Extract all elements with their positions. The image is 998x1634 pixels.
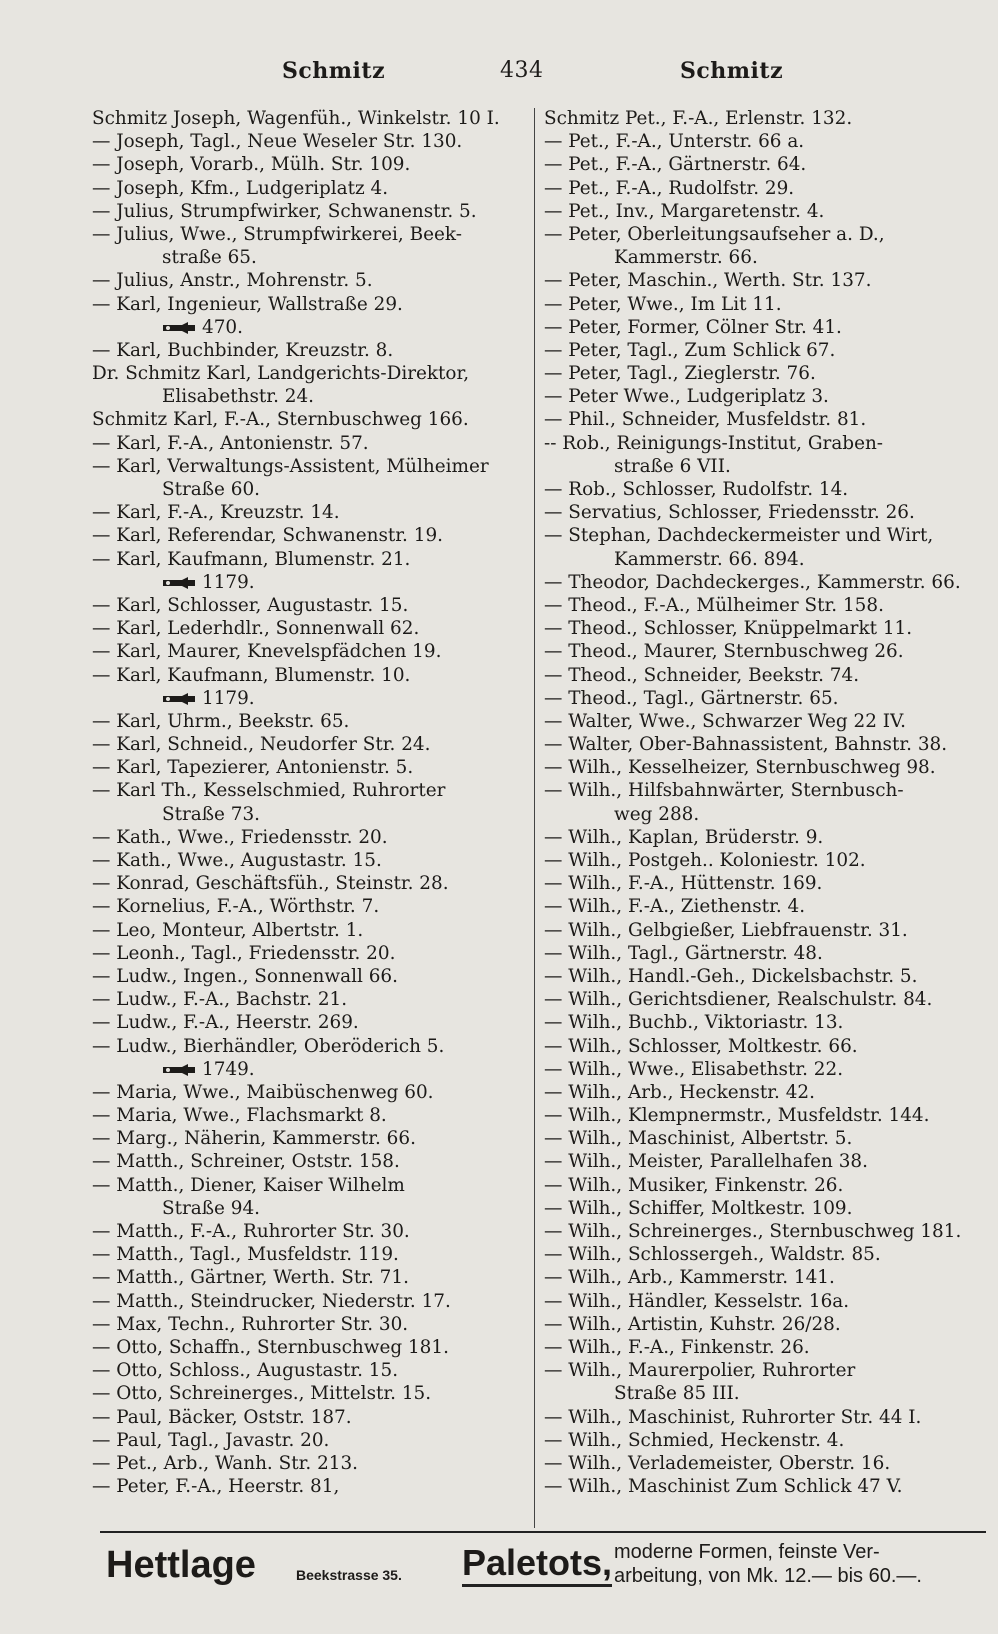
advertisement-rule — [100, 1531, 986, 1533]
entry-text: — Karl, F.-A., Kreuzstr. 14. — [92, 502, 340, 524]
entry-text: — Ludw., F.-A., Bachstr. 21. — [92, 989, 348, 1011]
entry-text: — Ludw., Bierhändler, Oberöderich 5. — [92, 1035, 445, 1057]
entry-text: -- Rob., Reinigungs-Institut, Graben- — [544, 432, 884, 454]
entry-text: — Maria, Wwe., Maibüschenweg 60. — [92, 1081, 434, 1103]
directory-entry — [544, 1127, 984, 1150]
directory-entry — [92, 640, 528, 663]
directory-entry — [92, 548, 528, 571]
entry-text: — Wilh., Maurerpolier, Ruhrorter — [544, 1360, 856, 1382]
directory-entry — [544, 107, 984, 130]
entry-text: — Joseph, Tagl., Neue Weseler Str. 130. — [92, 131, 463, 153]
directory-entry — [92, 1382, 528, 1405]
entry-text: — Peter, Tagl., Zum Schlick 67. — [544, 339, 836, 361]
directory-entry — [92, 1313, 528, 1336]
directory-entry — [92, 408, 528, 431]
directory-entry — [92, 1081, 528, 1104]
entry-text: — Wilh., F.-A., Ziethenstr. 4. — [544, 896, 806, 918]
directory-entry — [544, 200, 984, 223]
entry-text: — Pet., F.-A., Rudolfstr. 29. — [544, 177, 795, 199]
entry-text: — Wilh., Gelbgießer, Liebfrauenstr. 31. — [544, 919, 908, 941]
directory-entry — [544, 130, 984, 153]
entry-text: — Peter, Maschin., Werth. Str. 137. — [544, 270, 872, 292]
directory-entry — [92, 1127, 528, 1150]
entry-text: — Karl, Verwaltungs-Assistent, Mülheimer — [92, 455, 489, 477]
entry-text: — Wilh., Verlademeister, Oberstr. 16. — [544, 1452, 891, 1474]
directory-entry — [92, 524, 528, 547]
directory-entry — [544, 1266, 984, 1289]
entry-text: — Karl, Schneid., Neudorfer Str. 24. — [92, 734, 431, 756]
directory-entry — [92, 339, 528, 362]
directory-entry — [92, 826, 528, 849]
entry-text: — Theod., Schneider, Beekstr. 74. — [544, 664, 860, 686]
entry-text: 470. — [202, 316, 243, 338]
telephone-icon — [162, 576, 196, 590]
entry-text: — Theod., F.-A., Mülheimer Str. 158. — [544, 594, 884, 616]
entry-text: Dr. Schmitz Karl, Landgerichts-Direktor, — [92, 363, 470, 385]
directory-entry — [92, 1220, 528, 1243]
entry-text: — Pet., Inv., Margaretenstr. 4. — [544, 200, 825, 222]
directory-entry — [92, 919, 528, 942]
entry-text: — Julius, Strumpfwirker, Schwanenstr. 5. — [92, 200, 477, 222]
directory-entry — [544, 1220, 984, 1243]
entry-text: — Ludw., Ingen., Sonnenwall 66. — [92, 965, 398, 987]
entry-text: — Matth., Tagl., Musfeldstr. 119. — [92, 1244, 399, 1266]
running-head-right: Schmitz — [680, 58, 784, 84]
directory-entry — [544, 153, 984, 176]
directory-entry — [544, 1382, 984, 1405]
directory-entry — [544, 478, 984, 501]
entry-text: — Wilh., Schmied, Heckenstr. 4. — [544, 1429, 845, 1451]
directory-entry — [544, 942, 984, 965]
directory-entry — [544, 455, 984, 478]
directory-entry — [544, 1011, 984, 1034]
entry-text: — Peter, Oberleitungsaufseher a. D., — [544, 223, 885, 245]
entry-text: — Peter, Tagl., Zieglerstr. 76. — [544, 363, 816, 385]
entry-text: — Matth., Steindrucker, Niederstr. 17. — [92, 1290, 451, 1312]
entry-text: — Karl, Lederhdlr., Sonnenwall 62. — [92, 618, 420, 640]
entry-text: — Kath., Wwe., Friedensstr. 20. — [92, 826, 388, 848]
entry-text: Straße 60. — [162, 479, 261, 500]
entry-text: — Theod., Schlosser, Knüppelmarkt 11. — [544, 618, 913, 640]
directory-entry — [544, 1150, 984, 1173]
entry-text: — Matth., Gärtner, Werth. Str. 71. — [92, 1267, 409, 1289]
directory-entry — [544, 779, 984, 802]
entry-text: — Wilh., Schreinerges., Sternbuschweg 181. — [544, 1221, 962, 1242]
directory-entry — [544, 1104, 984, 1127]
directory-entry — [92, 1150, 528, 1173]
directory-entry — [92, 617, 528, 640]
page-header — [0, 58, 998, 98]
entry-text: — Wilh., Schlossergeh., Waldstr. 85. — [544, 1244, 881, 1266]
directory-entry — [544, 687, 984, 710]
entry-text: — Theodor, Dachdeckerges., Kammerstr. 66. — [544, 571, 961, 593]
directory-entry — [92, 1452, 528, 1475]
directory-entry — [92, 1035, 528, 1058]
entry-text: — Rob., Schlosser, Rudolfstr. 14. — [544, 479, 849, 500]
directory-entry — [544, 803, 984, 826]
telephone-icon — [162, 321, 196, 335]
ad-address: Beekstrasse 35. — [296, 1567, 402, 1583]
directory-entry — [544, 1452, 984, 1475]
entry-text: — Peter, F.-A., Heerstr. 81, — [92, 1476, 340, 1498]
directory-entry — [544, 1313, 984, 1336]
entry-text: — Wilh., Schlosser, Moltkestr. 66. — [544, 1035, 858, 1057]
directory-entry — [544, 385, 984, 408]
entry-text: — Max, Techn., Ruhrorter Str. 30. — [92, 1313, 409, 1335]
directory-entry — [92, 895, 528, 918]
directory-entry — [544, 965, 984, 988]
directory-entry — [92, 385, 528, 408]
entry-text: — Servatius, Schlosser, Friedensstr. 26. — [544, 502, 915, 524]
entry-text: — Konrad, Geschäftsfüh., Steinstr. 28. — [92, 873, 449, 895]
entry-text: Schmitz Karl, F.-A., Sternbuschweg 166. — [92, 409, 469, 431]
directory-entry — [544, 594, 984, 617]
entry-text: Kammerstr. 66. — [614, 247, 758, 269]
entry-text: — Ludw., F.-A., Heerstr. 269. — [92, 1012, 359, 1034]
entry-text: — Pet., F.-A., Gärtnerstr. 64. — [544, 154, 807, 176]
directory-entry — [92, 153, 528, 176]
directory-entry — [92, 1359, 528, 1382]
entry-text: — Leonh., Tagl., Friedensstr. 20. — [92, 942, 396, 964]
directory-entry — [92, 432, 528, 455]
entry-text: — Wilh., Händler, Kesselstr. 16a. — [544, 1290, 850, 1312]
entry-text: — Karl, Kaufmann, Blumenstr. 21. — [92, 548, 411, 570]
entry-text: — Kath., Wwe., Augustastr. 15. — [92, 850, 382, 871]
entry-text: — Matth., F.-A., Ruhrorter Str. 30. — [92, 1221, 410, 1242]
directory-entry — [92, 200, 528, 223]
entry-text: — Peter Wwe., Ludgeriplatz 3. — [544, 386, 829, 408]
directory-entry — [544, 223, 984, 246]
entry-text: — Matth., Schreiner, Oststr. 158. — [92, 1151, 400, 1173]
directory-entry — [92, 1011, 528, 1034]
entry-text: — Wilh., F.-A., Finkenstr. 26. — [544, 1336, 810, 1358]
entry-text: — Julius, Anstr., Mohrenstr. 5. — [92, 270, 373, 292]
directory-columns — [0, 107, 998, 1531]
running-head-left: Schmitz — [282, 58, 386, 84]
directory-entry — [544, 1035, 984, 1058]
entry-text: — Wilh., Postgeh.. Koloniestr. 102. — [544, 850, 866, 871]
directory-entry — [92, 316, 528, 339]
entry-text: — Theod., Maurer, Sternbuschweg 26. — [544, 641, 904, 663]
entry-text: — Wilh., Maschinist, Ruhrorter Str. 44 I. — [544, 1406, 922, 1428]
directory-entry — [92, 107, 528, 130]
directory-entry — [92, 1290, 528, 1313]
directory-entry — [92, 733, 528, 756]
directory-entry — [544, 408, 984, 431]
directory-entry — [92, 1429, 528, 1452]
ad-product: Paletots, — [462, 1542, 612, 1587]
entry-text: straße 65. — [162, 247, 257, 269]
entry-text: — Marg., Näherin, Kammerstr. 66. — [92, 1128, 416, 1150]
directory-entry — [92, 501, 528, 524]
directory-entry — [92, 269, 528, 292]
directory-entry — [92, 177, 528, 200]
entry-text: — Wilh., Kaplan, Brüderstr. 9. — [544, 826, 824, 848]
directory-entry — [92, 872, 528, 895]
directory-entry — [544, 524, 984, 547]
directory-entry — [92, 478, 528, 501]
entry-text: Straße 85 III. — [614, 1383, 740, 1405]
ad-brand: Hettlage — [106, 1544, 256, 1586]
entry-text: — Pet., Arb., Wanh. Str. 213. — [92, 1452, 359, 1474]
directory-entry — [544, 1243, 984, 1266]
entry-text: — Walter, Wwe., Schwarzer Weg 22 IV. — [544, 710, 906, 732]
directory-entry — [544, 872, 984, 895]
ad-description-line-2: arbeitung, von Mk. 12.— bis 60.—. — [614, 1565, 922, 1587]
right-column — [544, 107, 984, 1498]
directory-entry — [544, 849, 984, 872]
entry-text: Schmitz Pet., F.-A., Erlenstr. 132. — [544, 108, 853, 129]
entry-text: — Karl, Referendar, Schwanenstr. 19. — [92, 525, 444, 547]
directory-entry — [544, 432, 984, 455]
directory-entry — [544, 919, 984, 942]
directory-entry — [544, 640, 984, 663]
directory-entry — [92, 1058, 528, 1081]
entry-text: — Wilh., Meister, Parallelhafen 38. — [544, 1151, 868, 1173]
entry-text: Straße 94. — [162, 1197, 261, 1219]
entry-text: — Peter, Wwe., Im Lit 11. — [544, 293, 782, 315]
advertisement — [100, 1540, 986, 1610]
telephone-icon — [162, 692, 196, 706]
directory-entry — [92, 1266, 528, 1289]
entry-text: — Julius, Wwe., Strumpfwirkerei, Beek- — [92, 223, 462, 245]
entry-text: — Karl, Buchbinder, Kreuzstr. 8. — [92, 339, 394, 361]
telephone-icon — [162, 1063, 196, 1077]
entry-text: — Wilh., Arb., Heckenstr. 42. — [544, 1081, 815, 1103]
directory-entry — [544, 1475, 984, 1498]
directory-entry — [544, 710, 984, 733]
entry-text: — Karl, F.-A., Antonienstr. 57. — [92, 432, 369, 454]
directory-entry — [544, 1081, 984, 1104]
directory-entry — [544, 362, 984, 385]
directory-entry — [92, 942, 528, 965]
entry-text: — Karl, Kaufmann, Blumenstr. 10. — [92, 664, 411, 686]
directory-entry — [92, 1406, 528, 1429]
entry-text: — Wilh., Maschinist, Albertstr. 5. — [544, 1128, 853, 1150]
entry-text: 1179. — [202, 687, 255, 709]
directory-entry — [544, 1406, 984, 1429]
entry-text: — Wilh., Handl.-Geh., Dickelsbachstr. 5. — [544, 965, 918, 987]
directory-entry — [544, 548, 984, 571]
directory-entry — [92, 965, 528, 988]
directory-entry — [92, 246, 528, 269]
entry-text: — Paul, Tagl., Javastr. 20. — [92, 1429, 330, 1451]
directory-entry — [92, 130, 528, 153]
directory-entry — [92, 1104, 528, 1127]
directory-entry — [92, 849, 528, 872]
directory-entry — [544, 177, 984, 200]
entry-text: — Wilh., Maschinist Zum Schlick 47 V. — [544, 1476, 903, 1498]
directory-entry — [92, 687, 528, 710]
entry-text: — Otto, Schreinerges., Mittelstr. 15. — [92, 1383, 432, 1405]
entry-text: — Paul, Bäcker, Oststr. 187. — [92, 1406, 352, 1428]
directory-entry — [92, 293, 528, 316]
directory-entry — [544, 895, 984, 918]
entry-text: — Stephan, Dachdeckermeister und Wirt, — [544, 525, 934, 547]
entry-text: — Theod., Tagl., Gärtnerstr. 65. — [544, 687, 839, 709]
entry-text: — Karl, Uhrm., Beekstr. 65. — [92, 710, 350, 732]
entry-text: — Karl Th., Kesselschmied, Ruhrorter — [92, 780, 446, 802]
directory-entry — [92, 1336, 528, 1359]
directory-entry — [544, 756, 984, 779]
entry-text: — Phil., Schneider, Musfeldstr. 81. — [544, 409, 867, 431]
entry-text: — Maria, Wwe., Flachsmarkt 8. — [92, 1105, 387, 1127]
entry-text: Kammerstr. 66. 894. — [614, 548, 805, 570]
directory-entry — [92, 1197, 528, 1220]
entry-text: — Wilh., Artistin, Kuhstr. 26/28. — [544, 1313, 841, 1335]
entry-text: — Karl, Schlosser, Augustastr. 15. — [92, 594, 409, 616]
ad-description — [614, 1540, 922, 1588]
entry-text: — Wilh., Arb., Kammerstr. 141. — [544, 1267, 835, 1289]
entry-text: — Wilh., F.-A., Hüttenstr. 169. — [544, 873, 823, 895]
entry-text: — Karl, Maurer, Knevelspfädchen 19. — [92, 641, 442, 663]
directory-entry — [544, 664, 984, 687]
entry-text: — Wilh., Schiffer, Moltkestr. 109. — [544, 1197, 853, 1219]
entry-text: — Wilh., Wwe., Elisabethstr. 22. — [544, 1058, 844, 1080]
directory-entry — [92, 1174, 528, 1197]
directory-entry — [544, 316, 984, 339]
directory-entry — [92, 803, 528, 826]
directory-entry — [92, 455, 528, 478]
directory-entry — [92, 594, 528, 617]
directory-entry — [544, 1290, 984, 1313]
directory-entry — [544, 1336, 984, 1359]
left-column — [92, 107, 528, 1498]
directory-entry — [544, 246, 984, 269]
entry-text: — Wilh., Klempnermstr., Musfeldstr. 144. — [544, 1105, 930, 1127]
entry-text: Straße 73. — [162, 803, 261, 825]
directory-entry — [544, 501, 984, 524]
entry-text: — Peter, Former, Cölner Str. 41. — [544, 316, 842, 338]
directory-entry — [92, 779, 528, 802]
entry-text: — Matth., Diener, Kaiser Wilhelm — [92, 1174, 405, 1196]
entry-text: — Otto, Schaffn., Sternbuschweg 181. — [92, 1336, 449, 1358]
entry-text: — Joseph, Vorarb., Mülh. Str. 109. — [92, 154, 411, 176]
entry-text: Schmitz Joseph, Wagenfüh., Winkelstr. 10 I. — [92, 108, 500, 129]
directory-entry — [92, 756, 528, 779]
directory-entry — [544, 293, 984, 316]
ad-description-line-1: moderne Formen, feinste Ver- — [614, 1541, 880, 1563]
column-divider — [534, 108, 535, 1528]
directory-entry — [92, 664, 528, 687]
entry-text: straße 6 VII. — [614, 455, 731, 477]
directory-entry — [92, 362, 528, 385]
directory-entry — [544, 269, 984, 292]
entry-text: — Otto, Schloss., Augustastr. 15. — [92, 1360, 399, 1382]
directory-entry — [544, 617, 984, 640]
entry-text: — Wilh., Gerichtsdiener, Realschulstr. 84. — [544, 989, 933, 1011]
entry-text: 1749. — [202, 1058, 255, 1080]
directory-entry — [544, 826, 984, 849]
directory-entry — [544, 1359, 984, 1382]
entry-text: — Walter, Ober-Bahnassistent, Bahnstr. 38. — [544, 734, 948, 756]
entry-text: — Leo, Monteur, Albertstr. 1. — [92, 919, 364, 941]
entry-text: — Wilh., Tagl., Gärtnerstr. 48. — [544, 942, 823, 964]
directory-entry — [544, 1429, 984, 1452]
directory-entry — [544, 1058, 984, 1081]
entry-text: — Wilh., Musiker, Finkenstr. 26. — [544, 1174, 844, 1196]
entry-text: Elisabethstr. 24. — [162, 386, 315, 408]
directory-entry — [544, 1174, 984, 1197]
directory-entry — [544, 988, 984, 1011]
entry-text: — Karl, Ingenieur, Wallstraße 29. — [92, 293, 403, 315]
directory-entry — [544, 571, 984, 594]
directory-entry — [544, 733, 984, 756]
entry-text: — Pet., F.-A., Unterstr. 66 a. — [544, 131, 805, 153]
directory-entry — [92, 988, 528, 1011]
page-number: 434 — [500, 58, 544, 83]
entry-text: — Wilh., Kesselheizer, Sternbuschweg 98. — [544, 757, 936, 779]
directory-entry — [92, 223, 528, 246]
directory-entry — [92, 571, 528, 594]
entry-text: — Joseph, Kfm., Ludgeriplatz 4. — [92, 177, 389, 199]
entry-text: — Wilh., Buchb., Viktoriastr. 13. — [544, 1012, 844, 1034]
entry-text: — Wilh., Hilfsbahnwärter, Sternbusch- — [544, 780, 904, 802]
entry-text: — Karl, Tapezierer, Antonienstr. 5. — [92, 757, 414, 779]
directory-entry — [92, 1243, 528, 1266]
directory-entry — [92, 1475, 528, 1498]
directory-entry — [544, 339, 984, 362]
entry-text: weg 288. — [614, 803, 700, 825]
entry-text: — Kornelius, F.-A., Wörthstr. 7. — [92, 896, 380, 918]
entry-text: 1179. — [202, 571, 255, 593]
directory-entry — [544, 1197, 984, 1220]
directory-entry — [92, 710, 528, 733]
